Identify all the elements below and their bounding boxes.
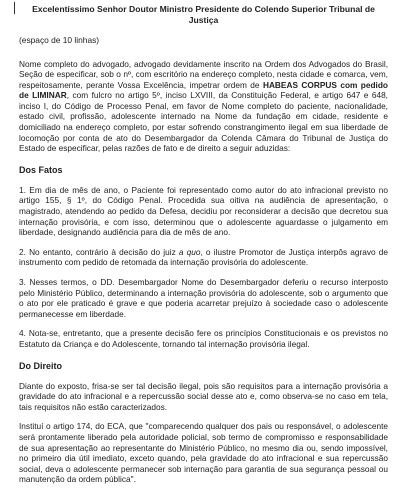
- direito-paragraph-1: Diante do exposto, frisa-se ser tal decisão ilegal, pois são requisitos para a internação provisória a gravidade do ato infracional e a repercussão social desse ato e, como observa-se no caso em tela, tais requisitos não estão caracterizados.: [19, 380, 388, 412]
- fatos-item-4: 4. Nota-se, entretanto, que a presente decisão fere os princípios Constitucionais e os previstos no Estatuto da Criança e do Adolescente, tornando tal internação provisória ilegal.: [19, 328, 388, 349]
- text-cursor-mark: [14, 2, 21, 14]
- direito-paragraph-2: Instituí o artigo 174, do ECA, que "comparecendo qualquer dos pais ou responsável, o adolescente será prontamente liberado pela autoridade policial, sob termo de compromisso e responsabilidade de sua apresentação ao representante do Ministério Público, no mesmo dia ou, sendo impossível, no primeiro dia útil imediato, exceto quando, pela gravidade do ato infracional e sua repercussão social, deva o adolescente permanecer sob internação para garantia de sua segurança pessoal ou manutenção da ordem pública".: [19, 421, 388, 485]
- fatos-item-2-end: , o ilustre Promotor de Justiça interpôs agravo de instrumento com pedido de retomada da internação provisória do adolescente.: [19, 246, 389, 268]
- section-heading-direito: Do Direito: [19, 360, 63, 371]
- intro-text-start: Nome completo do advogado, advogado devidamente inscrito na Ordem dos Advogados do Brasil, Seção de especificar, sob o nº, com escritório na endereço completo, nesta cidade e comarca, vem, respeitosamente, perante Vossa Excelência, impetrar ordem de: [19, 58, 388, 90]
- fatos-item-2: [19, 247, 388, 268]
- document-title: Excelentíssimo Senhor Doutor Ministro Presidente do Colendo Superior Tribunal de Justiça: [32, 4, 375, 25]
- intro-text-end: , com fulcro no artigo 5º, inciso LXVIII, da Constituição Federal, e artigo 647 e 648, inciso I, do Código de Processo Penal, em favor de Nome completo do paciente, nacionalidade, estado civil, profissão, adolescente internado na Nome da fundação em cidade, residente e domiciliado na endereço completo, por estar sofrendo constrangimento ilegal em sua liberdade de locomoção por conta de ato do Desembargador da Colenda Câmara do Tribunal de Justiça do Estado de especificar, pelas razões de fato e de direito a seguir aduzidas:: [19, 90, 388, 154]
- latin-term: a quo: [178, 246, 201, 257]
- fatos-item-1: 1. Em dia de mês de ano, o Paciente foi representado como autor do ato infracional previsto no artigo 155, § 1º, do Código Penal. Procedida sua oitiva na audiência de apresentação, o magistrado, atendendo ao pedido da Defesa, decidiu por reconsiderar a decisão que decretou sua internação provisória, e com isso, determinou que o adolescente aguardasse o julgamento em liberdade, designando audiência para dia de mês de ano.: [19, 184, 388, 238]
- section-heading-fatos: Dos Fatos: [19, 164, 63, 175]
- intro-paragraph: [19, 59, 388, 154]
- habeas-corpus-emphasis: HABEAS CORPUS com pedido de LIMINAR: [19, 79, 389, 101]
- fatos-item-3: 3. Nesses termos, o DD. Desembargador Nome do Desembargador deferiu o recurso interposto pelo Ministério Público, determinando a internação provisória do adolescente, sob o argumento que o ato por ele praticado é grave e que poderia acarretar prejuízo à sociedade caso o adolescente permanecesse em liberdade.: [19, 277, 388, 319]
- fatos-item-2-start: 2. No entanto, contrário à decisão do juiz: [19, 246, 179, 257]
- spacing-note: (espaço de 10 linhas): [19, 35, 100, 45]
